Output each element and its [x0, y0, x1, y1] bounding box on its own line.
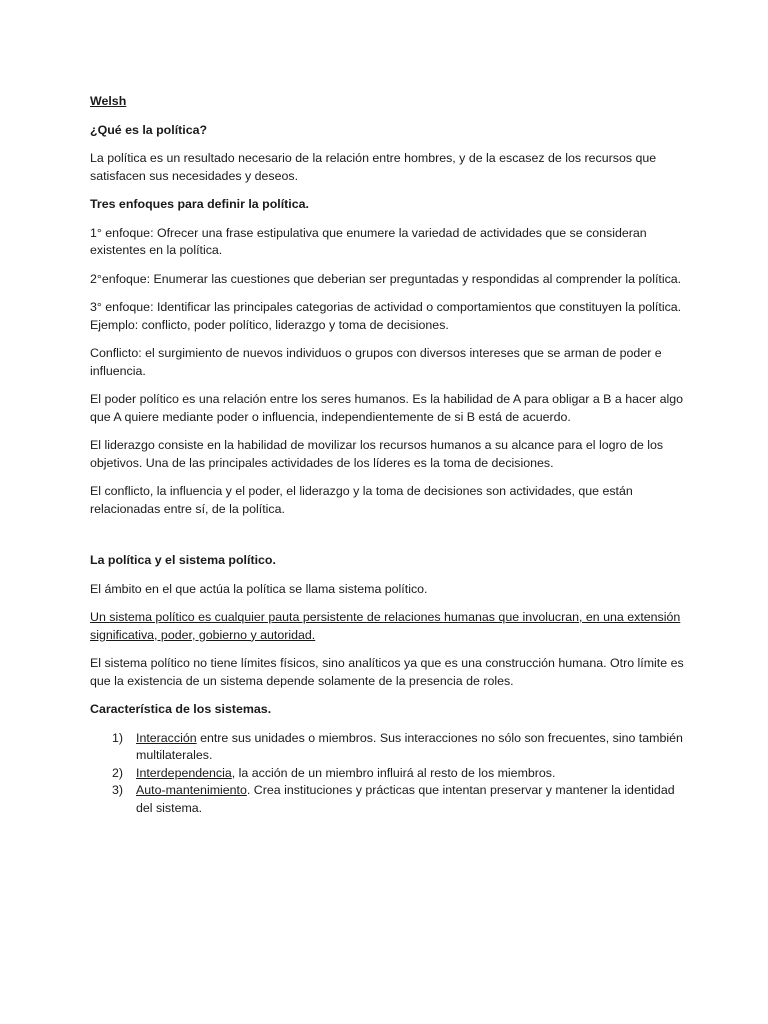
- paragraph-power: El poder político es una relación entre los seres humanos. Es la habilidad de A para obligar a B a hacer algo que A quiere mediante poder o influencia, independientemente de si B está de acuerdo.: [90, 392, 684, 424]
- paragraph-conflict: Conflicto: el surgimiento de nuevos individuos o grupos con diversos intereses que se arman de poder e influencia.: [90, 346, 662, 378]
- list-item: [90, 782, 690, 817]
- paragraph-definition: La política es un resultado necesario de la relación entre hombres, y de la escasez de los recursos que satisfacen sus necesidades y deseos.: [90, 151, 657, 183]
- author-heading: Welsh: [90, 94, 127, 108]
- list-item-term: Auto-mantenimiento: [136, 783, 247, 797]
- list-item-number: 2): [112, 765, 124, 780]
- paragraph-limits: El sistema político no tiene límites físicos, sino analíticos ya que es una construcción humana. Otro límite es que la existencia de un sistema depende solamente de la presencia de roles.: [90, 656, 684, 688]
- list-item: [90, 765, 690, 783]
- characteristics-list: [90, 730, 690, 818]
- list-item-text: . Crea instituciones y prácticas que intentan preservar y mantener la identidad del sistema.: [136, 783, 675, 815]
- list-item-term: Interdependencia: [136, 765, 232, 780]
- paragraph-scope: El ámbito en el que actúa la política se llama sistema político.: [90, 581, 428, 596]
- system-heading: La política y el sistema político.: [90, 553, 276, 567]
- list-item-text: entre sus unidades o miembros. Sus interacciones no sólo son frecuentes, sino también multilaterales.: [136, 730, 683, 762]
- paragraph-approach-2: 2°enfoque: Enumerar las cuestiones que deberian ser preguntadas y respondidas al comprender la política.: [90, 271, 682, 286]
- paragraph-approach-3: 3° enfoque: Identificar las principales categorias de actividad o comportamientos que constituyen la política. Ejemplo: conflicto, poder político, liderazgo y toma de decisiones.: [90, 300, 682, 332]
- document-body: [90, 93, 690, 817]
- characteristics-heading: Característica de los sistemas.: [90, 702, 272, 716]
- question-heading: ¿Qué es la política?: [90, 122, 208, 137]
- paragraph-approach-1: 1° enfoque: Ofrecer una frase estipulativa que enumere la variedad de actividades que se consideran existentes en la política.: [90, 225, 647, 257]
- paragraph-summary: El conflicto, la influencia y el poder, el liderazgo y la toma de decisiones son actividades, que están relacionadas entre sí, de la política.: [90, 484, 633, 516]
- paragraph-system-definition: Un sistema político es cualquier pauta persistente de relaciones humanas que involucran, en una extensión significativa, poder, gobierno y autoridad.: [90, 610, 681, 642]
- section-spacer: [90, 529, 690, 552]
- paragraph-leadership: El liderazgo consiste en la habilidad de movilizar los recursos humanos a su alcance para el logro de los objetivos. Una de las principales actividades de los líderes es la toma de decisiones.: [90, 438, 664, 470]
- list-item: [90, 730, 690, 765]
- approaches-heading: Tres enfoques para definir la política.: [90, 197, 309, 211]
- list-item-term: Interacción: [136, 730, 197, 745]
- list-item-number: 3): [112, 783, 124, 797]
- list-item-text: , la acción de un miembro influirá al resto de los miembros.: [231, 765, 556, 780]
- list-item-number: 1): [112, 730, 124, 745]
